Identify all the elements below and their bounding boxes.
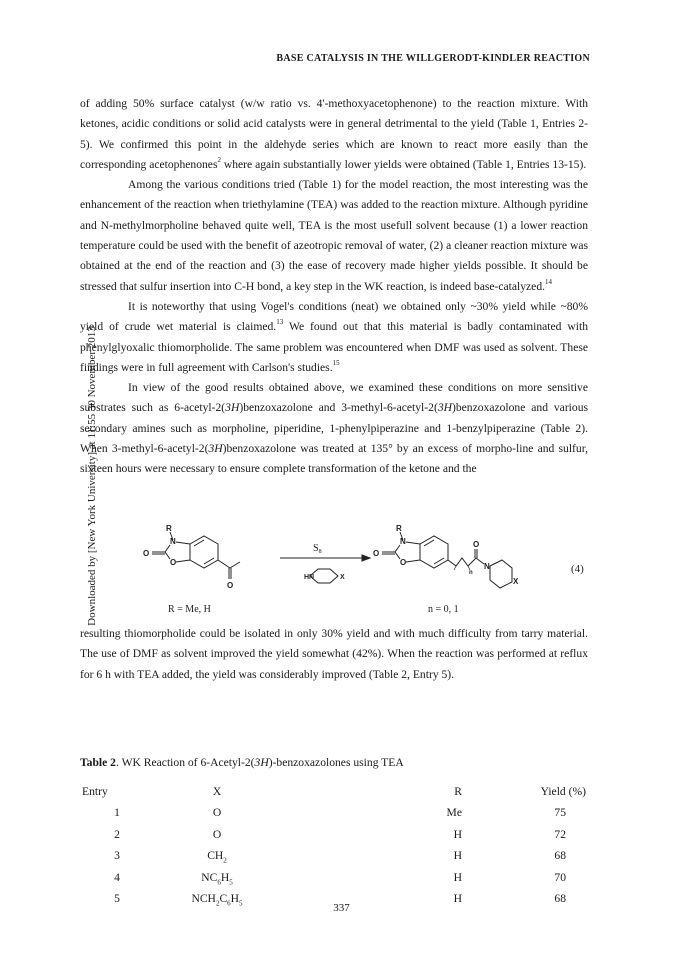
paragraph-2: Among the various conditions tried (Table 1) for the model reaction, the most interesting was the enhancement of the reaction when triethylamine (TEA) was added to the reaction mixture. Although pyridine and N-methylmorpholine behaved quite well, TEA is the most usefull solvent because (1) a lower reaction temperature could be used with the benefit of azeotropic removal of water, (2) a cleaner reaction mixture was obtained at the end of the reaction and (3) the ease of recovery made higher yields possible. It should be stressed that sulfur insertion into C-H bond, a key step in the WK reaction, is indeed base-catalyzed.$^{14}$ [80, 178, 588, 293]
reagent-s8: $S_8$ [313, 543, 322, 555]
cell-yield: 68 [554, 892, 566, 906]
page-number: 337 [333, 902, 350, 914]
cell-entry: 2 [114, 827, 120, 841]
cell-yield: 72 [554, 827, 566, 841]
results-table [80, 780, 588, 910]
right-amine-ring [490, 560, 512, 588]
amine-x-label: X [340, 574, 345, 581]
cell-x: $CH_2$ [207, 849, 227, 865]
right-caption: n = 0, 1 [428, 604, 459, 615]
left-o-ketone-label: O [227, 581, 234, 590]
right-benzene-ring [420, 536, 448, 568]
cell-yield: 75 [554, 806, 566, 820]
right-n-subscript: n [469, 570, 473, 576]
header-r: R [454, 784, 462, 798]
amine-hn-label: HN [304, 574, 315, 581]
right-x-label: X [513, 577, 519, 586]
running-header: BASE CATALYSIS IN THE WILLGERODT-KINDLER REACTION [276, 53, 590, 64]
cell-x: $NC_6H_5$ [201, 870, 233, 887]
right-o-amide-label: O [473, 540, 480, 549]
left-o-ring-label: O [170, 558, 177, 567]
cell-x: O [212, 806, 222, 820]
left-o-carbonyl-label: O [143, 549, 150, 558]
cell-yield: 68 [554, 849, 566, 863]
cell-x: O [212, 827, 222, 841]
cell-entry: 3 [114, 849, 120, 863]
paragraph-4: In view of the good results obtained above, we examined these conditions on more sensitive substrates such as 6-acetyl-2(3H)benzoxazolone and 3-methyl-6-acetyl-2(3H)benzoxazolone and various secondary amines such as morpholine, piperidine, 1-phenylpiperazine and 1-benzylpiperazine (Table 2). When 3-methyl-6-acetyl-2(3H)benzoxazolone was treated at 135° by an excess of morpho-line and sulfur, sixteen hours were necessary to ensure complete transformation of the ketone and the [80, 381, 589, 476]
cell-entry: 4 [114, 870, 120, 884]
table-caption-text: . WK Reaction of 6-Acetyl-2(3H)-benzoxazolones using TEA [115, 756, 404, 769]
reaction-scheme [130, 524, 600, 615]
left-benzene-ring [190, 536, 218, 568]
header-entry: Entry [82, 784, 108, 798]
body-text [80, 94, 588, 480]
table-row [80, 802, 588, 824]
right-o-ring-label: O [400, 558, 407, 567]
left-caption: R = Me, H [168, 604, 211, 615]
cell-r: H [453, 849, 462, 863]
cell-entry: 5 [114, 892, 120, 906]
table-label: Table 2 [80, 756, 116, 769]
cell-r: H [453, 827, 462, 841]
left-substituent-label: R [166, 524, 172, 533]
paragraph-3: It is noteworthy that using Vogel's conditions (neat) we obtained only ~30% yield while ~80% yield of crude wet material is claimed.$^{13}$ We found out that this material is badly contaminated with phenylglyoxalic thiomorpholide. The same problem was encountered when DMF was used as solvent. These findings were in full agreement with Carlson's studies.$^{15}$ [80, 299, 588, 374]
header-x: X [212, 784, 222, 798]
cell-yield: 70 [554, 870, 566, 884]
table-row [80, 845, 588, 867]
right-n-label: N [400, 537, 406, 546]
paragraph-1: of adding 50% surface catalyst (w/w ratio vs. 4'-methoxyacetophenone) to the reaction mixture. With ketones, acidic conditions or solid acid catalysts were in general detrimental to the yield (Table 1, Entries 2-5). We confirmed this point in the aldehyde series which are known to react more easily than the corresponding acetophenones$^2$ where again substantially lower yields were obtained (Table 1, Entries 13-15). [80, 97, 588, 171]
equation-number: (4) [571, 563, 584, 575]
right-substituent-label: R [396, 524, 402, 533]
cell-r: Me [446, 806, 462, 820]
table-row [80, 867, 588, 889]
download-watermark: Downloaded by [New York University] at 11:55 30 November 2013 [86, 326, 98, 626]
cell-r: H [453, 870, 462, 884]
cell-entry: 1 [114, 806, 120, 820]
paragraph-5: resulting thiomorpholide could be isolated in only 30% yield and with much difficulty from tarry material. The use of DMF as solvent improved the yield somewhat (42%). When the reaction was performed at reflux for 6 h with TEA added, the yield was considerably improved (Table 2, Entry 5). [80, 627, 588, 681]
header-yield: Yield (%) [540, 784, 586, 798]
amine-ring [310, 569, 338, 583]
table-header-row [80, 780, 588, 802]
right-n-amide-label: N [484, 562, 490, 571]
cell-x: $NCH_2C_6H_5$ [191, 892, 243, 908]
table-caption [80, 756, 404, 769]
cell-r: H [453, 892, 462, 906]
left-n-label: N [170, 537, 176, 546]
table-row [80, 824, 588, 846]
right-o-carbonyl-label: O [373, 549, 380, 558]
